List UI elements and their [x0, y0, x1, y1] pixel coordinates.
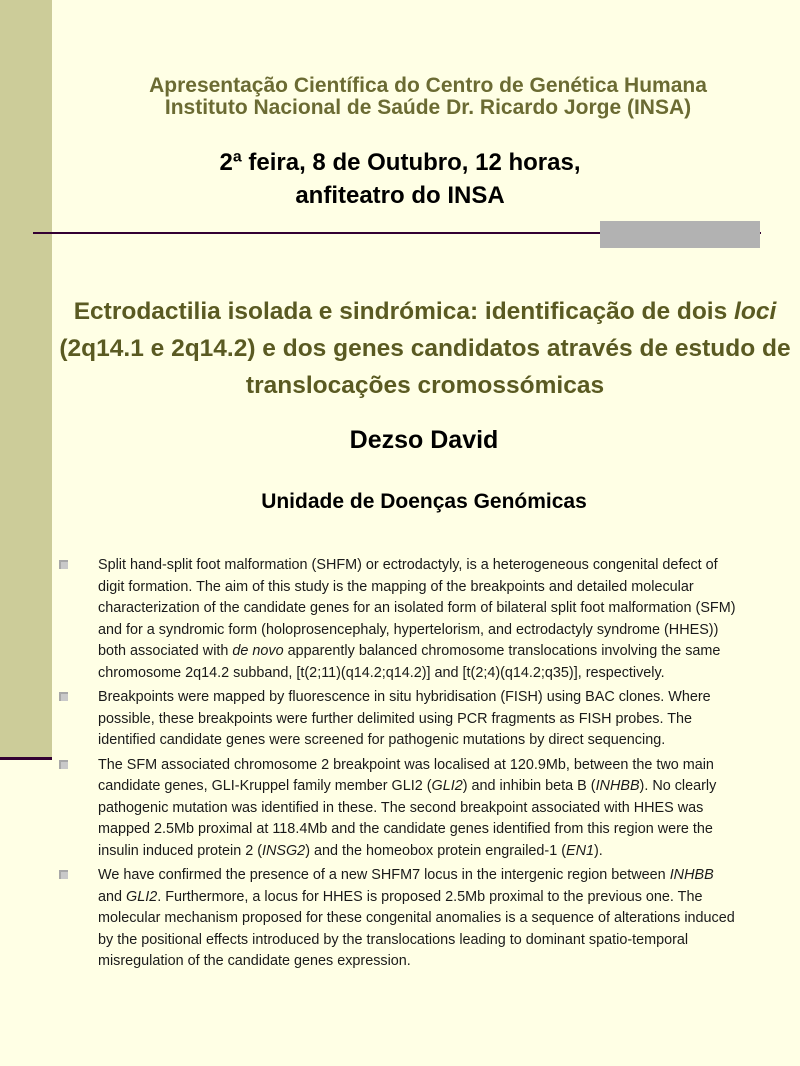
abstract-bullet [56, 755, 736, 863]
unit-name: Unidade de Doenças Genómicas [261, 490, 587, 513]
bullet-text: and [98, 888, 127, 905]
left-decorative-bar [0, 0, 52, 757]
bullet-text: The SFM associated chromosome 2 breakpoint was localised at 120.9Mb, between the two main candidate genes, GLI-Kruppel family member GLI2 ( [98, 756, 714, 794]
left-bar-underline [0, 757, 52, 760]
grey-accent-block [600, 221, 760, 248]
abstract-list [56, 555, 736, 976]
talk-title-part-2: (2q14.1 e 2q14.2) e dos genes candidatos através de estudo de translocações cromossómicas [59, 335, 791, 399]
square-bullet-icon [59, 692, 68, 701]
bullet-text: ) and the homeobox protein engrailed-1 ( [305, 842, 566, 859]
date-line-1: 2ª feira, 8 de Outubro, 12 horas, [219, 149, 581, 176]
bullet-text: We have confirmed the presence of a new SHFM7 locus in the intergenic region between [98, 867, 670, 883]
bullet-text: Breakpoints were mapped by fluorescence in situ hybridisation (FISH) using BAC clones. Where possible, these breakpoints were further delimited using PCR fragments as FISH probes. The identified candidate genes were screened for pathogenic mutations by direct sequencing. [98, 689, 711, 748]
bullet-text-italic: de novo [232, 643, 284, 659]
square-bullet-icon [59, 760, 68, 769]
square-bullet-icon [59, 870, 68, 879]
abstract-bullet [56, 687, 736, 752]
gene-name: INHBB [595, 778, 640, 794]
gene-name: INSG2 [262, 842, 306, 859]
date-line-2: anfiteatro do INSA [295, 182, 505, 209]
gene-name: GLI2 [431, 778, 463, 794]
gene-name: GLI2 [126, 888, 158, 905]
bullet-text: apparently balanced chromosome translocations involving the same chromosome 2q14.2 subband, [t(2;11)(q14.2;q14.2)] and [t(2;4)(q14.2;q35)], respectively. [98, 643, 721, 681]
abstract-bullet [56, 865, 736, 973]
talk-title-italic: loci [734, 298, 777, 325]
gene-name: INHBB [669, 867, 714, 883]
bullet-text: Split hand-split foot malformation (SHFM) or ectrodactyly, is a heterogeneous congenital defect of digit formation. The aim of this study is the mapping of the breakpoints and detailed molecular characterization of the candidate genes for an isolated form of bilateral split foot malformation (SFM) and for a syndromic form (holoprosencephaly, hypertelorism, and ectrodactyly syndrome (HHES)) both associated with [98, 557, 736, 659]
institution-line-1: Apresentação Científica do Centro de Genética Humana [149, 74, 707, 97]
square-bullet-icon [59, 560, 68, 569]
author-name: Dezso David [349, 426, 499, 454]
bullet-text: ). No clearly pathogenic mutation was identified in these. The second breakpoint associated with HHES was mapped 2.5Mb proximal at 118.4Mb and the candidate genes identified from this region were the insulin induced protein 2 ( [98, 778, 717, 859]
bullet-text: . Furthermore, a locus for HHES is proposed 2.5Mb proximal to the previous one. The molecular mechanism proposed for these congenital anomalies is a sequence of alterations induced by the positional effects introduced by the translocations leading to dominant spatio-temporal misregulation of the candidate genes expression. [98, 888, 735, 969]
talk-title-part-1: Ectrodactilia isolada e sindrómica: identificação de dois [73, 298, 735, 325]
gene-name: EN1 [565, 842, 594, 859]
institution-line-2: Instituto Nacional de Saúde Dr. Ricardo Jorge (INSA) [164, 96, 692, 119]
abstract-bullet [56, 555, 736, 684]
bullet-text: ). [593, 842, 603, 859]
talk-title [50, 293, 800, 404]
bullet-text: ) and inhibin beta B ( [462, 778, 596, 794]
